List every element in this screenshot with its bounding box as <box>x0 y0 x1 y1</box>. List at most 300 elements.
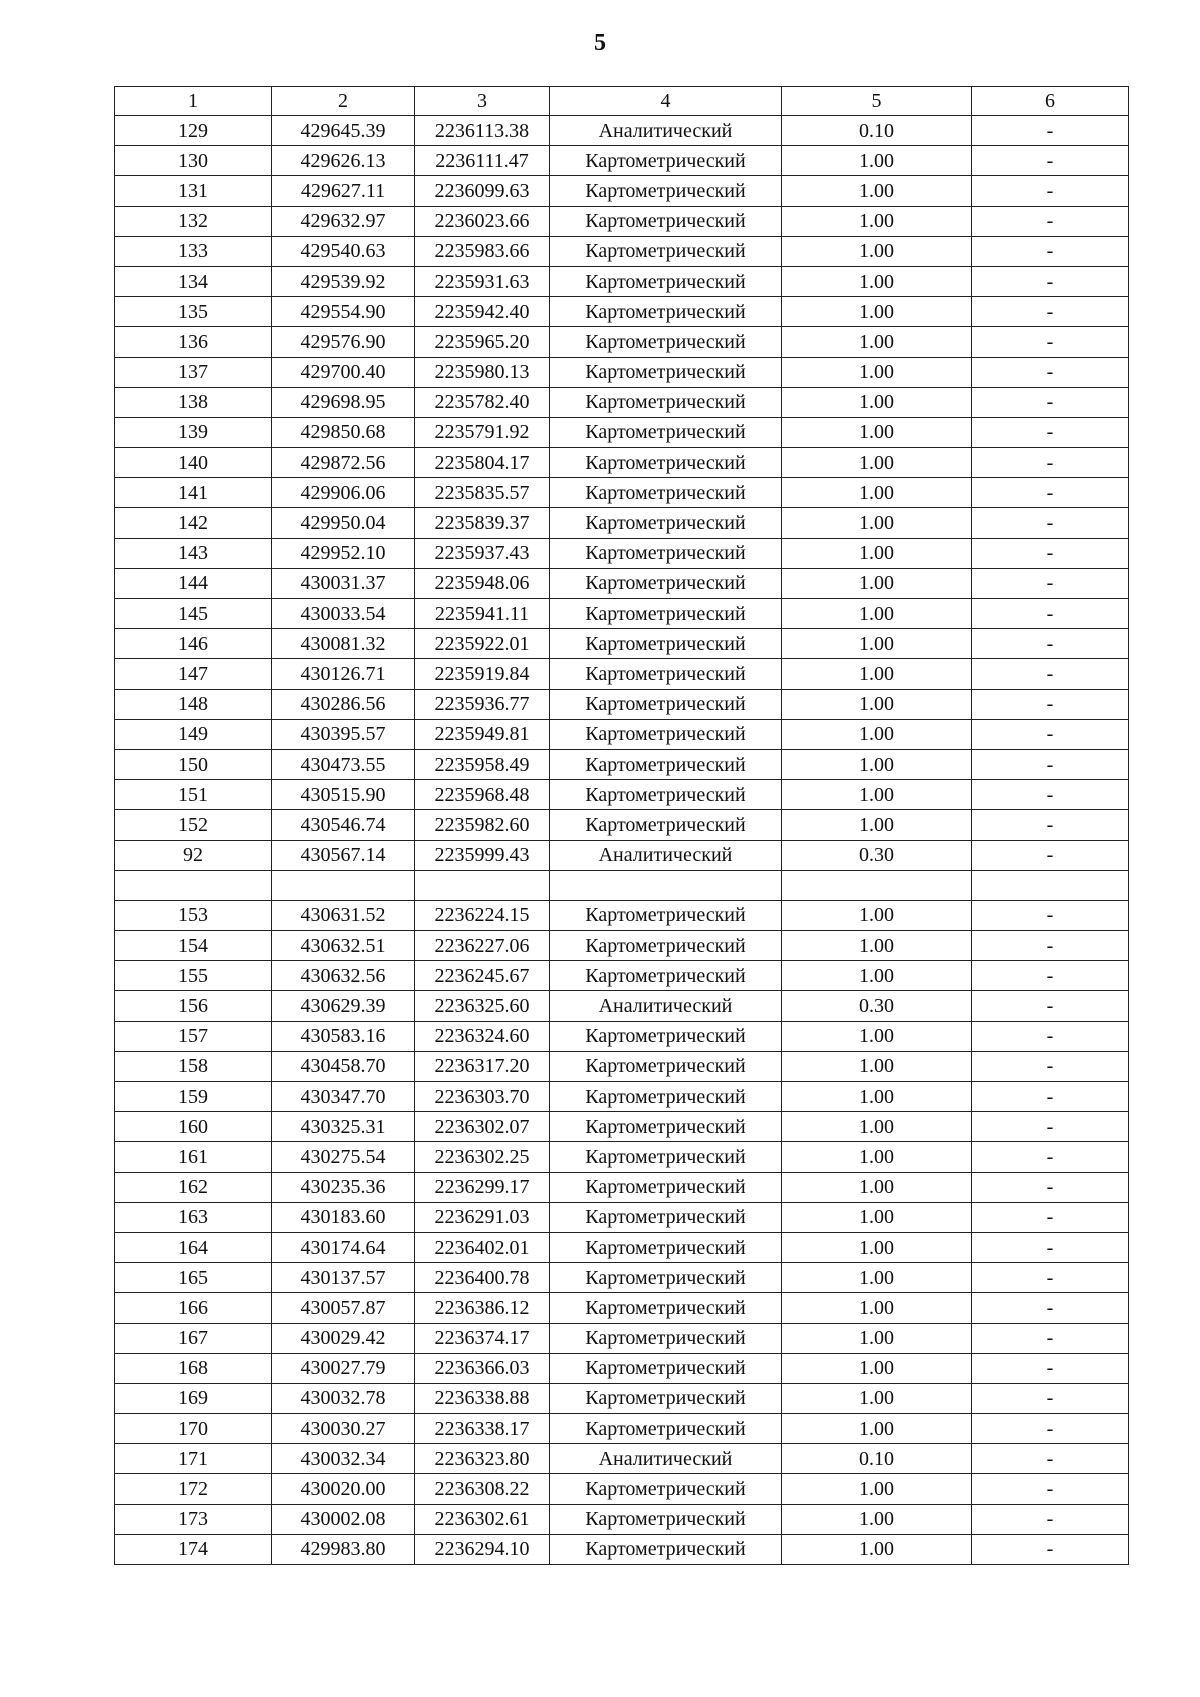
x-coordinate-cell: 429700.40 <box>272 357 415 387</box>
description-cell: - <box>972 900 1129 930</box>
x-coordinate-cell: 430081.32 <box>272 629 415 659</box>
point-number-cell: 147 <box>115 659 272 689</box>
description-cell: - <box>972 659 1129 689</box>
description-cell: - <box>972 1474 1129 1504</box>
column-header: 2 <box>272 87 415 116</box>
y-coordinate-cell: 2235999.43 <box>415 840 550 870</box>
y-coordinate-cell: 2236317.20 <box>415 1051 550 1081</box>
y-coordinate-cell: 2235782.40 <box>415 387 550 417</box>
x-coordinate-cell: 429952.10 <box>272 538 415 568</box>
point-number-cell: 140 <box>115 448 272 478</box>
description-cell: - <box>972 206 1129 236</box>
accuracy-cell: 1.00 <box>782 478 972 508</box>
accuracy-cell: 1.00 <box>782 1383 972 1413</box>
table-header-row <box>115 87 1129 116</box>
description-cell: - <box>972 1383 1129 1413</box>
method-cell: Картометрический <box>550 810 782 840</box>
method-cell: Картометрический <box>550 719 782 749</box>
method-cell: Картометрический <box>550 961 782 991</box>
accuracy-cell: 0.30 <box>782 991 972 1021</box>
y-coordinate-cell: 2235919.84 <box>415 659 550 689</box>
accuracy-cell: 1.00 <box>782 931 972 961</box>
description-cell: - <box>972 1444 1129 1474</box>
description-cell: - <box>972 1051 1129 1081</box>
table-row <box>115 840 1129 870</box>
table-row <box>115 1474 1129 1504</box>
table-row <box>115 116 1129 146</box>
y-coordinate-cell: 2236111.47 <box>415 146 550 176</box>
x-coordinate-cell: 430030.27 <box>272 1414 415 1444</box>
accuracy-cell: 1.00 <box>782 599 972 629</box>
table-row <box>115 1444 1129 1474</box>
x-coordinate-cell: 430020.00 <box>272 1474 415 1504</box>
x-coordinate-cell: 430029.42 <box>272 1323 415 1353</box>
x-coordinate-cell: 430583.16 <box>272 1021 415 1051</box>
method-cell: Картометрический <box>550 297 782 327</box>
point-number-cell: 166 <box>115 1293 272 1323</box>
point-number-cell: 129 <box>115 116 272 146</box>
table-row <box>115 900 1129 930</box>
method-cell: Картометрический <box>550 478 782 508</box>
table-row <box>115 629 1129 659</box>
description-cell: - <box>972 508 1129 538</box>
y-coordinate-cell: 2236294.10 <box>415 1534 550 1564</box>
description-cell: - <box>972 478 1129 508</box>
y-coordinate-cell: 2235968.48 <box>415 780 550 810</box>
description-cell: - <box>972 1142 1129 1172</box>
description-cell: - <box>972 1202 1129 1232</box>
x-coordinate-cell: 430395.57 <box>272 719 415 749</box>
accuracy-cell: 1.00 <box>782 719 972 749</box>
y-coordinate-cell: 2236366.03 <box>415 1353 550 1383</box>
x-coordinate-cell <box>272 870 415 900</box>
accuracy-cell: 1.00 <box>782 387 972 417</box>
point-number-cell: 157 <box>115 1021 272 1051</box>
accuracy-cell: 1.00 <box>782 780 972 810</box>
y-coordinate-cell: 2236299.17 <box>415 1172 550 1202</box>
x-coordinate-cell: 429626.13 <box>272 146 415 176</box>
x-coordinate-cell: 430632.51 <box>272 931 415 961</box>
x-coordinate-cell: 430546.74 <box>272 810 415 840</box>
column-header: 3 <box>415 87 550 116</box>
method-cell: Картометрический <box>550 508 782 538</box>
x-coordinate-cell: 430567.14 <box>272 840 415 870</box>
table-row <box>115 961 1129 991</box>
y-coordinate-cell: 2235942.40 <box>415 297 550 327</box>
description-cell: - <box>972 961 1129 991</box>
y-coordinate-cell: 2235941.11 <box>415 599 550 629</box>
point-number-cell: 131 <box>115 176 272 206</box>
point-number-cell: 134 <box>115 266 272 296</box>
point-number-cell: 141 <box>115 478 272 508</box>
table-row <box>115 387 1129 417</box>
description-cell: - <box>972 1353 1129 1383</box>
point-number-cell: 167 <box>115 1323 272 1353</box>
point-number-cell: 161 <box>115 1142 272 1172</box>
x-coordinate-cell: 429950.04 <box>272 508 415 538</box>
y-coordinate-cell: 2236113.38 <box>415 116 550 146</box>
x-coordinate-cell: 430174.64 <box>272 1232 415 1262</box>
description-cell <box>972 870 1129 900</box>
point-number-cell: 174 <box>115 1534 272 1564</box>
y-coordinate-cell: 2236302.61 <box>415 1504 550 1534</box>
table-row <box>115 1293 1129 1323</box>
method-cell: Картометрический <box>550 266 782 296</box>
y-coordinate-cell: 2236099.63 <box>415 176 550 206</box>
accuracy-cell: 1.00 <box>782 1293 972 1323</box>
y-coordinate-cell: 2236402.01 <box>415 1232 550 1262</box>
point-number-cell: 142 <box>115 508 272 538</box>
accuracy-cell: 1.00 <box>782 1112 972 1142</box>
column-header: 1 <box>115 87 272 116</box>
y-coordinate-cell: 2236338.88 <box>415 1383 550 1413</box>
table-row <box>115 1414 1129 1444</box>
description-cell: - <box>972 749 1129 779</box>
accuracy-cell: 1.00 <box>782 206 972 236</box>
method-cell <box>550 870 782 900</box>
description-cell: - <box>972 1263 1129 1293</box>
method-cell: Картометрический <box>550 659 782 689</box>
description-cell: - <box>972 840 1129 870</box>
accuracy-cell: 1.00 <box>782 1051 972 1081</box>
description-cell: - <box>972 387 1129 417</box>
table-row <box>115 146 1129 176</box>
point-number-cell: 139 <box>115 417 272 447</box>
method-cell: Картометрический <box>550 1504 782 1534</box>
table-row <box>115 1534 1129 1564</box>
accuracy-cell: 1.00 <box>782 236 972 266</box>
point-number-cell: 153 <box>115 900 272 930</box>
table-row <box>115 1142 1129 1172</box>
x-coordinate-cell: 430183.60 <box>272 1202 415 1232</box>
table-row <box>115 1021 1129 1051</box>
accuracy-cell: 1.00 <box>782 568 972 598</box>
accuracy-cell: 1.00 <box>782 508 972 538</box>
point-number-cell: 136 <box>115 327 272 357</box>
accuracy-cell: 1.00 <box>782 810 972 840</box>
method-cell: Картометрический <box>550 1323 782 1353</box>
table-row <box>115 1263 1129 1293</box>
description-cell: - <box>972 689 1129 719</box>
method-cell: Картометрический <box>550 357 782 387</box>
accuracy-cell: 1.00 <box>782 417 972 447</box>
accuracy-cell: 1.00 <box>782 689 972 719</box>
table-row <box>115 1353 1129 1383</box>
column-header: 5 <box>782 87 972 116</box>
x-coordinate-cell: 430032.34 <box>272 1444 415 1474</box>
table-row <box>115 206 1129 236</box>
table-row <box>115 236 1129 266</box>
y-coordinate-cell: 2236302.07 <box>415 1112 550 1142</box>
point-number-cell: 169 <box>115 1383 272 1413</box>
point-number-cell: 133 <box>115 236 272 266</box>
y-coordinate-cell: 2236374.17 <box>415 1323 550 1353</box>
x-coordinate-cell: 429698.95 <box>272 387 415 417</box>
accuracy-cell: 1.00 <box>782 1082 972 1112</box>
x-coordinate-cell: 429850.68 <box>272 417 415 447</box>
accuracy-cell: 0.10 <box>782 116 972 146</box>
point-number-cell: 168 <box>115 1353 272 1383</box>
description-cell: - <box>972 931 1129 961</box>
point-number-cell: 149 <box>115 719 272 749</box>
description-cell: - <box>972 780 1129 810</box>
accuracy-cell: 1.00 <box>782 749 972 779</box>
accuracy-cell: 1.00 <box>782 1142 972 1172</box>
method-cell: Картометрический <box>550 749 782 779</box>
point-number-cell: 132 <box>115 206 272 236</box>
accuracy-cell: 1.00 <box>782 1202 972 1232</box>
point-number-cell: 165 <box>115 1263 272 1293</box>
table-row <box>115 1172 1129 1202</box>
point-number-cell: 172 <box>115 1474 272 1504</box>
point-number-cell: 144 <box>115 568 272 598</box>
x-coordinate-cell: 429554.90 <box>272 297 415 327</box>
description-cell: - <box>972 327 1129 357</box>
method-cell: Аналитический <box>550 840 782 870</box>
y-coordinate-cell: 2236302.25 <box>415 1142 550 1172</box>
point-number-cell: 135 <box>115 297 272 327</box>
method-cell: Картометрический <box>550 448 782 478</box>
x-coordinate-cell: 429627.11 <box>272 176 415 206</box>
y-coordinate-cell: 2236323.80 <box>415 1444 550 1474</box>
x-coordinate-cell: 429645.39 <box>272 116 415 146</box>
description-cell: - <box>972 991 1129 1021</box>
y-coordinate-cell: 2235835.57 <box>415 478 550 508</box>
x-coordinate-cell: 429872.56 <box>272 448 415 478</box>
method-cell: Картометрический <box>550 689 782 719</box>
point-number-cell: 138 <box>115 387 272 417</box>
y-coordinate-cell: 2236308.22 <box>415 1474 550 1504</box>
x-coordinate-cell: 430347.70 <box>272 1082 415 1112</box>
method-cell: Картометрический <box>550 1112 782 1142</box>
x-coordinate-cell: 430629.39 <box>272 991 415 1021</box>
y-coordinate-cell: 2235948.06 <box>415 568 550 598</box>
x-coordinate-cell: 429632.97 <box>272 206 415 236</box>
method-cell: Картометрический <box>550 1474 782 1504</box>
method-cell: Картометрический <box>550 931 782 961</box>
x-coordinate-cell: 430027.79 <box>272 1353 415 1383</box>
y-coordinate-cell: 2235949.81 <box>415 719 550 749</box>
method-cell: Картометрический <box>550 568 782 598</box>
y-coordinate-cell: 2236400.78 <box>415 1263 550 1293</box>
description-cell: - <box>972 357 1129 387</box>
accuracy-cell: 1.00 <box>782 1172 972 1202</box>
description-cell: - <box>972 1414 1129 1444</box>
table-row <box>115 749 1129 779</box>
point-number-cell: 151 <box>115 780 272 810</box>
column-header: 4 <box>550 87 782 116</box>
accuracy-cell: 1.00 <box>782 1232 972 1262</box>
accuracy-cell: 1.00 <box>782 1353 972 1383</box>
accuracy-cell: 1.00 <box>782 1534 972 1564</box>
y-coordinate-cell <box>415 870 550 900</box>
description-cell: - <box>972 266 1129 296</box>
y-coordinate-cell: 2235983.66 <box>415 236 550 266</box>
accuracy-cell: 1.00 <box>782 448 972 478</box>
method-cell: Картометрический <box>550 538 782 568</box>
table-row <box>115 357 1129 387</box>
description-cell: - <box>972 1534 1129 1564</box>
x-coordinate-cell: 429983.80 <box>272 1534 415 1564</box>
description-cell: - <box>972 1323 1129 1353</box>
table-row <box>115 266 1129 296</box>
method-cell: Картометрический <box>550 1534 782 1564</box>
description-cell: - <box>972 568 1129 598</box>
point-number-cell: 130 <box>115 146 272 176</box>
x-coordinate-cell: 429540.63 <box>272 236 415 266</box>
point-number-cell: 160 <box>115 1112 272 1142</box>
method-cell: Картометрический <box>550 176 782 206</box>
x-coordinate-cell: 430032.78 <box>272 1383 415 1413</box>
description-cell: - <box>972 810 1129 840</box>
description-cell: - <box>972 599 1129 629</box>
point-number-cell: 158 <box>115 1051 272 1081</box>
table-row <box>115 176 1129 206</box>
table-row <box>115 1112 1129 1142</box>
table-row <box>115 1323 1129 1353</box>
accuracy-cell: 1.00 <box>782 900 972 930</box>
point-number-cell: 164 <box>115 1232 272 1262</box>
point-number-cell: 156 <box>115 991 272 1021</box>
method-cell: Картометрический <box>550 1263 782 1293</box>
table-row <box>115 297 1129 327</box>
coordinates-table <box>114 86 1129 1565</box>
point-number-cell: 137 <box>115 357 272 387</box>
table-row <box>115 1082 1129 1112</box>
table-row <box>115 1202 1129 1232</box>
x-coordinate-cell: 430325.31 <box>272 1112 415 1142</box>
y-coordinate-cell: 2236324.60 <box>415 1021 550 1051</box>
description-cell: - <box>972 1112 1129 1142</box>
method-cell: Картометрический <box>550 1172 782 1202</box>
method-cell: Картометрический <box>550 1414 782 1444</box>
method-cell: Картометрический <box>550 146 782 176</box>
table-row <box>115 689 1129 719</box>
y-coordinate-cell: 2236023.66 <box>415 206 550 236</box>
table-body <box>115 87 1129 1565</box>
point-number-cell: 154 <box>115 931 272 961</box>
x-coordinate-cell: 430473.55 <box>272 749 415 779</box>
y-coordinate-cell: 2236338.17 <box>415 1414 550 1444</box>
method-cell: Картометрический <box>550 327 782 357</box>
method-cell: Картометрический <box>550 1232 782 1262</box>
table-row <box>115 810 1129 840</box>
method-cell: Картометрический <box>550 1383 782 1413</box>
y-coordinate-cell: 2235965.20 <box>415 327 550 357</box>
x-coordinate-cell: 430275.54 <box>272 1142 415 1172</box>
y-coordinate-cell: 2235922.01 <box>415 629 550 659</box>
x-coordinate-cell: 429906.06 <box>272 478 415 508</box>
x-coordinate-cell: 430515.90 <box>272 780 415 810</box>
y-coordinate-cell: 2236325.60 <box>415 991 550 1021</box>
method-cell: Картометрический <box>550 900 782 930</box>
point-number-cell: 152 <box>115 810 272 840</box>
description-cell: - <box>972 1504 1129 1534</box>
method-cell: Картометрический <box>550 417 782 447</box>
accuracy-cell <box>782 870 972 900</box>
page-number: 5 <box>594 30 606 56</box>
method-cell: Аналитический <box>550 991 782 1021</box>
method-cell: Картометрический <box>550 1202 782 1232</box>
accuracy-cell: 1.00 <box>782 146 972 176</box>
table-row <box>115 568 1129 598</box>
table-row <box>115 327 1129 357</box>
point-number-cell: 170 <box>115 1414 272 1444</box>
point-number-cell: 145 <box>115 599 272 629</box>
point-number-cell: 146 <box>115 629 272 659</box>
table-row <box>115 931 1129 961</box>
point-number-cell: 143 <box>115 538 272 568</box>
point-number-cell: 163 <box>115 1202 272 1232</box>
table-row <box>115 448 1129 478</box>
point-number-cell: 150 <box>115 749 272 779</box>
point-number-cell: 155 <box>115 961 272 991</box>
point-number-cell: 159 <box>115 1082 272 1112</box>
accuracy-cell: 1.00 <box>782 538 972 568</box>
method-cell: Картометрический <box>550 780 782 810</box>
accuracy-cell: 1.00 <box>782 1504 972 1534</box>
description-cell: - <box>972 417 1129 447</box>
table-row <box>115 478 1129 508</box>
x-coordinate-cell: 430632.56 <box>272 961 415 991</box>
x-coordinate-cell: 430002.08 <box>272 1504 415 1534</box>
accuracy-cell: 0.30 <box>782 840 972 870</box>
accuracy-cell: 1.00 <box>782 176 972 206</box>
description-cell: - <box>972 1021 1129 1051</box>
y-coordinate-cell: 2236245.67 <box>415 961 550 991</box>
x-coordinate-cell: 430033.54 <box>272 599 415 629</box>
method-cell: Аналитический <box>550 1444 782 1474</box>
y-coordinate-cell: 2235804.17 <box>415 448 550 478</box>
description-cell: - <box>972 236 1129 266</box>
description-cell: - <box>972 116 1129 146</box>
method-cell: Картометрический <box>550 206 782 236</box>
column-header: 6 <box>972 87 1129 116</box>
description-cell: - <box>972 1232 1129 1262</box>
method-cell: Картометрический <box>550 1082 782 1112</box>
table-row <box>115 599 1129 629</box>
accuracy-cell: 1.00 <box>782 1474 972 1504</box>
y-coordinate-cell: 2235982.60 <box>415 810 550 840</box>
table-row <box>115 659 1129 689</box>
method-cell: Картометрический <box>550 599 782 629</box>
y-coordinate-cell: 2236224.15 <box>415 900 550 930</box>
accuracy-cell: 1.00 <box>782 659 972 689</box>
x-coordinate-cell: 430137.57 <box>272 1263 415 1293</box>
point-number-cell: 162 <box>115 1172 272 1202</box>
accuracy-cell: 1.00 <box>782 961 972 991</box>
description-cell: - <box>972 629 1129 659</box>
y-coordinate-cell: 2235980.13 <box>415 357 550 387</box>
method-cell: Картометрический <box>550 236 782 266</box>
x-coordinate-cell: 430286.56 <box>272 689 415 719</box>
x-coordinate-cell: 429576.90 <box>272 327 415 357</box>
accuracy-cell: 1.00 <box>782 1263 972 1293</box>
x-coordinate-cell: 430031.37 <box>272 568 415 598</box>
x-coordinate-cell: 430057.87 <box>272 1293 415 1323</box>
point-number-cell: 148 <box>115 689 272 719</box>
description-cell: - <box>972 448 1129 478</box>
method-cell: Картометрический <box>550 629 782 659</box>
method-cell: Картометрический <box>550 1293 782 1323</box>
y-coordinate-cell: 2235958.49 <box>415 749 550 779</box>
x-coordinate-cell: 430235.36 <box>272 1172 415 1202</box>
x-coordinate-cell: 430458.70 <box>272 1051 415 1081</box>
table-row <box>115 991 1129 1021</box>
description-cell: - <box>972 1082 1129 1112</box>
description-cell: - <box>972 1293 1129 1323</box>
method-cell: Картометрический <box>550 1353 782 1383</box>
